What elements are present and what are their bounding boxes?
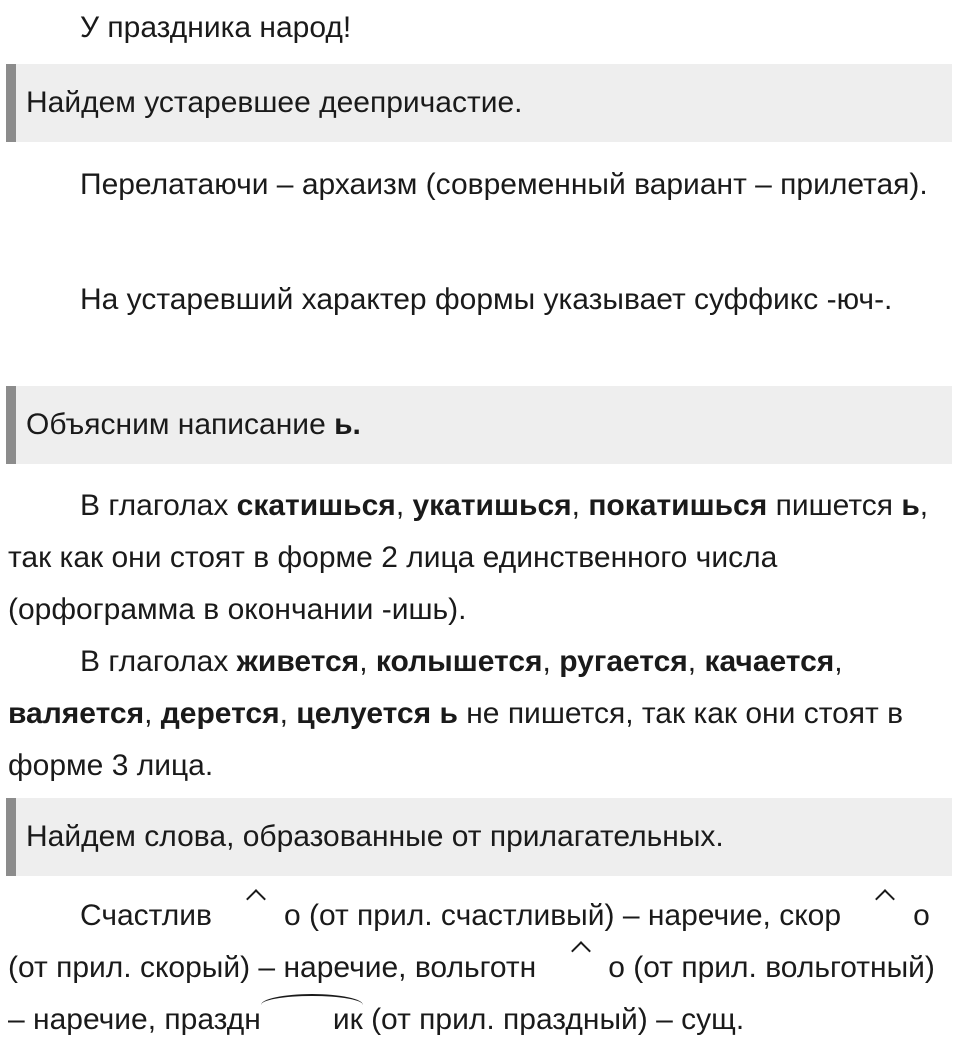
text-run: В глаголах [80,489,237,522]
text-run: , [571,489,589,522]
text-run: пишется [767,489,902,522]
word-stem: праздн [164,1003,261,1036]
suffix-mark: о [212,890,301,942]
section-heading-soft-sign [6,386,952,464]
bold-word: ь [901,489,920,522]
text-run: , так как они стоят в форме 2 лица единственного числа (орфограмма в окончании -ишь). [8,489,929,626]
text-run: (от прил. скорый) – наречие, [8,951,415,984]
bold-word: валяется [8,697,145,730]
text-run: (от прил. вольготный) – наречие, [8,951,935,1036]
section-heading-derived-words [6,798,952,876]
text-run: , [834,645,843,678]
paragraph-2nd-person [8,480,952,636]
section-heading-archaic-participle [6,64,952,142]
bold-word: живется [236,645,360,678]
suffix-arc-mark: ик [261,994,363,1046]
heading-text: Объясним написание [26,408,335,441]
paragraph-3rd-person [8,636,952,792]
bold-word: качается [704,645,835,678]
intro-line: У праздника народ! [80,11,352,44]
paragraph-suffix: На устаревший характер формы указывает суффикс -юч-. [80,283,893,316]
heading-text: Найдем устаревшее деепричастие. [26,86,523,119]
word-stem: скор [779,899,842,932]
suffix-mark: о [841,890,930,942]
bold-word: дерется [160,697,280,730]
bold-word: ругается [559,645,688,678]
word-stem: Счастлив [80,899,212,932]
text-run: , [359,645,376,678]
text-run: , [144,697,161,730]
word-stem: вольготн [414,951,537,984]
heading-bold-letter: ь. [334,408,361,441]
text-run: (от прил. счастливый) – наречие, [300,899,780,932]
bold-word: колышется [375,645,543,678]
text-run: , [542,645,560,678]
bold-word: покатишься [588,489,768,522]
text-run: (от прил. праздный) – сущ. [362,1003,745,1036]
bold-word: укатишься [412,489,572,522]
paragraph-archaism: Перелатаючи – архаизм (современный вариант – прилетая). [80,168,928,201]
heading-text: Найдем слова, образованные от прилагательных. [26,820,724,853]
text-run: не пишется, так как они стоят в форме 3 лица. [8,697,904,782]
text-run: , [279,697,297,730]
bold-word: скатишься [236,489,396,522]
paragraph-derived-words [8,890,952,1046]
text-run: , [395,489,413,522]
suffix-mark: о [536,942,625,994]
text-run: В глаголах [80,645,237,678]
bold-word: целуется ь [296,697,458,730]
text-run: , [687,645,705,678]
